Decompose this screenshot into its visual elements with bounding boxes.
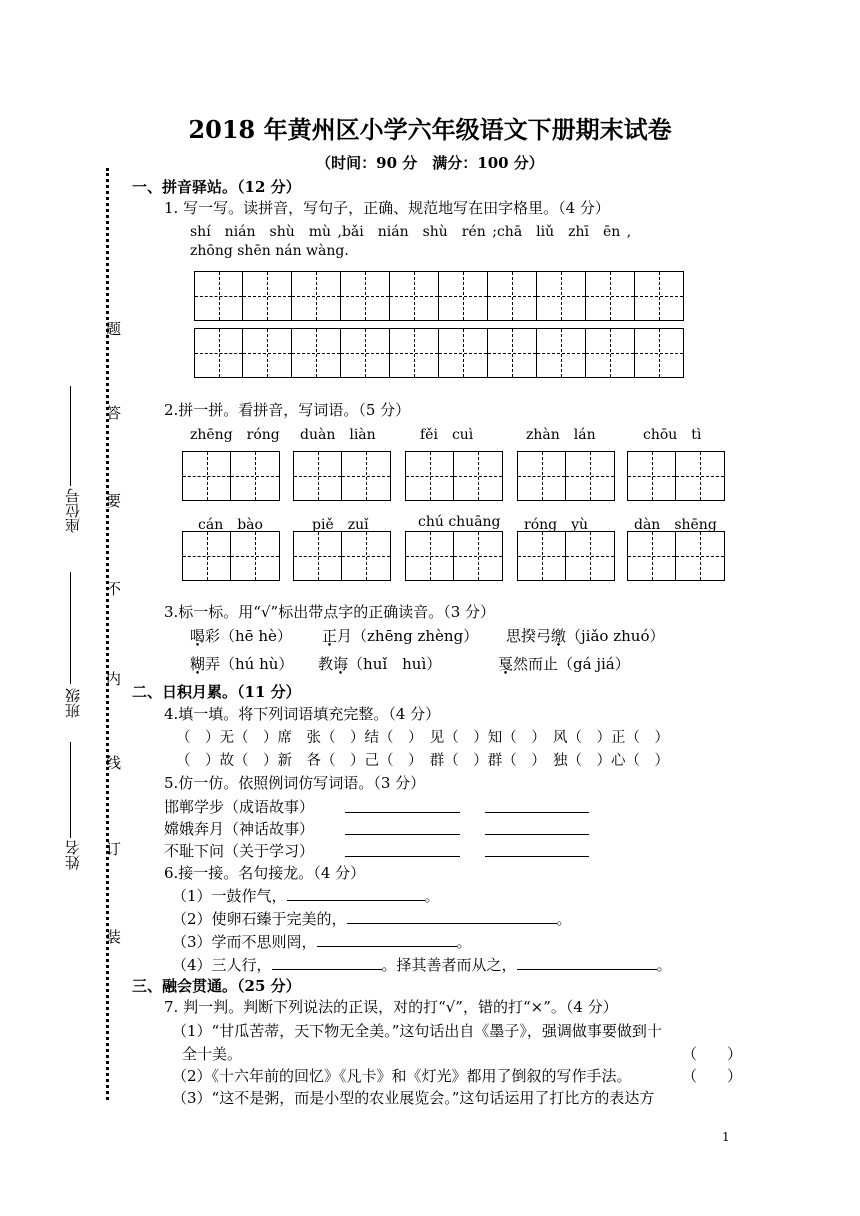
pinyin-word: duàn liàn (300, 427, 376, 443)
reading-item[interactable]: 糊弄（hú hù） (190, 655, 294, 673)
reading-item[interactable]: 戛然而止（gá jiá） (498, 655, 630, 673)
word-box[interactable] (627, 451, 725, 501)
name-blank (70, 742, 71, 838)
binding-dotted-line (106, 168, 109, 1100)
tianzige-cell[interactable] (439, 271, 488, 321)
tianzige-cell[interactable] (537, 328, 586, 378)
judge-answer-paren[interactable]: （ ） (682, 1067, 743, 1085)
binding-char: 要 (106, 492, 122, 510)
binding-char: 题 (106, 320, 122, 338)
word-box[interactable] (182, 531, 280, 581)
fill-line[interactable]: （ ）无（ ）席 张（ ）结（ ） 见（ ）知（ ） 风（ ）正（ ） (176, 730, 669, 746)
tianzige-cell[interactable] (292, 271, 341, 321)
judge-item: （2）《十六年前的回忆》《凡卡》和《灯光》都用了倒叙的写作手法。 (172, 1067, 632, 1085)
pinyin-word: cán bào (198, 517, 263, 533)
example-word: 嫦娥奔月（神话故事） (164, 820, 315, 838)
tianzige-cell[interactable] (586, 328, 635, 378)
question-label: 5.仿一仿。依照例词仿写词语。（3 分） (164, 774, 426, 792)
question-label: 2.拼一拼。看拼音，写词语。（5 分） (164, 401, 411, 419)
judge-item: 全十美。 (182, 1045, 243, 1063)
tianzige-cell[interactable] (586, 271, 635, 321)
tianzige-cell[interactable] (390, 271, 439, 321)
class-blank (70, 572, 71, 684)
judge-item: （3）“这不是粥，而是小型的农业展览会。”这句话运用了打比方的表达方 (172, 1089, 655, 1107)
tianzige-cell[interactable] (635, 328, 684, 378)
word-box[interactable] (517, 531, 615, 581)
pinyin-word: róng yù (524, 517, 589, 533)
question-label: 6.接一接。名句接龙。（4 分） (164, 864, 366, 882)
tianzige-cell[interactable] (243, 271, 292, 321)
page-title: 2018 年黄州区小学六年级语文下册期末试卷 (188, 115, 672, 144)
verse-item: （3）学而不思则罔， 。 (172, 933, 472, 951)
tianzige-cell[interactable] (194, 328, 243, 378)
name-label: 姓名 (64, 840, 82, 870)
answer-blank[interactable] (485, 842, 589, 857)
tianzige-row[interactable] (194, 271, 684, 321)
fill-line[interactable]: （ ）故（ ）新 各（ ）己（ ） 群（ ）群（ ） 独（ ）心（ ） (176, 753, 669, 769)
pinyin-line: shí nián shù mù ,bǎi nián shù rén ;chā liǔ zhī ēn , (190, 224, 632, 240)
binding-char: 订 (106, 840, 122, 858)
tianzige-cell[interactable] (243, 328, 292, 378)
section-heading: 二、日积月累。（11 分） (132, 683, 301, 701)
answer-blank[interactable] (272, 969, 382, 970)
word-box[interactable] (405, 451, 503, 501)
seat-number-label: 座位号 (64, 488, 82, 533)
answer-blank[interactable] (287, 900, 425, 901)
example-word: 不耻下问（关于学习） (164, 842, 315, 860)
answer-blank[interactable] (317, 946, 457, 947)
word-box[interactable] (293, 531, 391, 581)
pinyin-word: chōu tì (643, 427, 702, 443)
pinyin-word: chú chuāng (418, 514, 501, 530)
binding-char: 装 (106, 928, 122, 946)
binding-char: 线 (106, 754, 122, 772)
question-label: 3.标一标。用“√”标出带点字的正确读音。（3 分） (164, 603, 496, 621)
answer-blank[interactable] (517, 969, 657, 970)
tianzige-cell[interactable] (537, 271, 586, 321)
answer-blank[interactable] (345, 842, 460, 857)
tianzige-cell[interactable] (488, 271, 537, 321)
pinyin-line: zhōng shēn nán wàng. (190, 243, 349, 259)
reading-item[interactable]: 正月（zhēng zhèng） (322, 627, 479, 645)
class-label: 班级 (64, 688, 82, 718)
pinyin-word: zhēng róng (190, 427, 280, 443)
tianzige-cell[interactable] (341, 328, 390, 378)
binding-char: 答 (106, 404, 122, 422)
tianzige-cell[interactable] (390, 328, 439, 378)
tianzige-row[interactable] (194, 328, 684, 378)
seat-number-blank (70, 386, 71, 486)
answer-blank[interactable] (345, 820, 460, 835)
tianzige-cell[interactable] (439, 328, 488, 378)
pinyin-word: dàn shēng (634, 517, 717, 533)
tianzige-cell[interactable] (341, 271, 390, 321)
question-label: 7. 判一判。判断下列说法的正误，对的打“√”，错的打“×”。（4 分） (164, 998, 618, 1016)
answer-blank[interactable] (485, 820, 589, 835)
question-label: 4.填一填。将下列词语填充完整。（4 分） (164, 705, 441, 723)
example-word: 邯郸学步（成语故事） (164, 798, 315, 816)
word-box[interactable] (293, 451, 391, 501)
answer-blank[interactable] (347, 923, 557, 924)
reading-item[interactable]: 教诲（huǐ huì） (318, 655, 442, 673)
pinyin-word: zhàn lán (526, 427, 596, 443)
word-box[interactable] (405, 531, 503, 581)
answer-blank[interactable] (345, 798, 460, 813)
pinyin-word: fěi cuì (420, 427, 474, 443)
tianzige-cell[interactable] (292, 328, 341, 378)
answer-blank[interactable] (485, 798, 589, 813)
verse-item: （1）一鼓作气， 。 (172, 887, 440, 905)
word-box[interactable] (627, 531, 725, 581)
section-heading: 一、拼音驿站。（12 分） (132, 178, 301, 196)
section-heading: 三、融会贯通。（25 分） (132, 977, 301, 995)
tianzige-cell[interactable] (635, 271, 684, 321)
reading-item[interactable]: 喝彩（hē hè） (190, 627, 292, 645)
tianzige-cell[interactable] (488, 328, 537, 378)
word-box[interactable] (182, 451, 280, 501)
verse-item: （2）使卵石臻于完美的， 。 (172, 910, 572, 928)
tianzige-cell[interactable] (194, 271, 243, 321)
word-box[interactable] (517, 451, 615, 501)
binding-char: 不 (106, 580, 122, 598)
judge-item: （1）“甘瓜苦蒂，天下物无全美。”这句话出自《墨子》，强调做事要做到十 (172, 1022, 662, 1040)
verse-item: （4）三人行， 。择其善者而从之， 。 (172, 956, 672, 974)
reading-item[interactable]: 思揆弓缴（jiǎo zhuó） (506, 627, 665, 645)
pinyin-word: piě zuǐ (312, 517, 369, 533)
page-number: 1 (722, 1130, 730, 1144)
judge-answer-paren[interactable]: （ ） (682, 1045, 743, 1063)
question-label: 1. 写一写。读拼音，写句子，正确、规范地写在田字格里。（4 分） (164, 199, 610, 217)
page-subtitle: （时间：90 分 满分：100 分） (316, 154, 544, 172)
binding-char: 内 (106, 670, 122, 688)
